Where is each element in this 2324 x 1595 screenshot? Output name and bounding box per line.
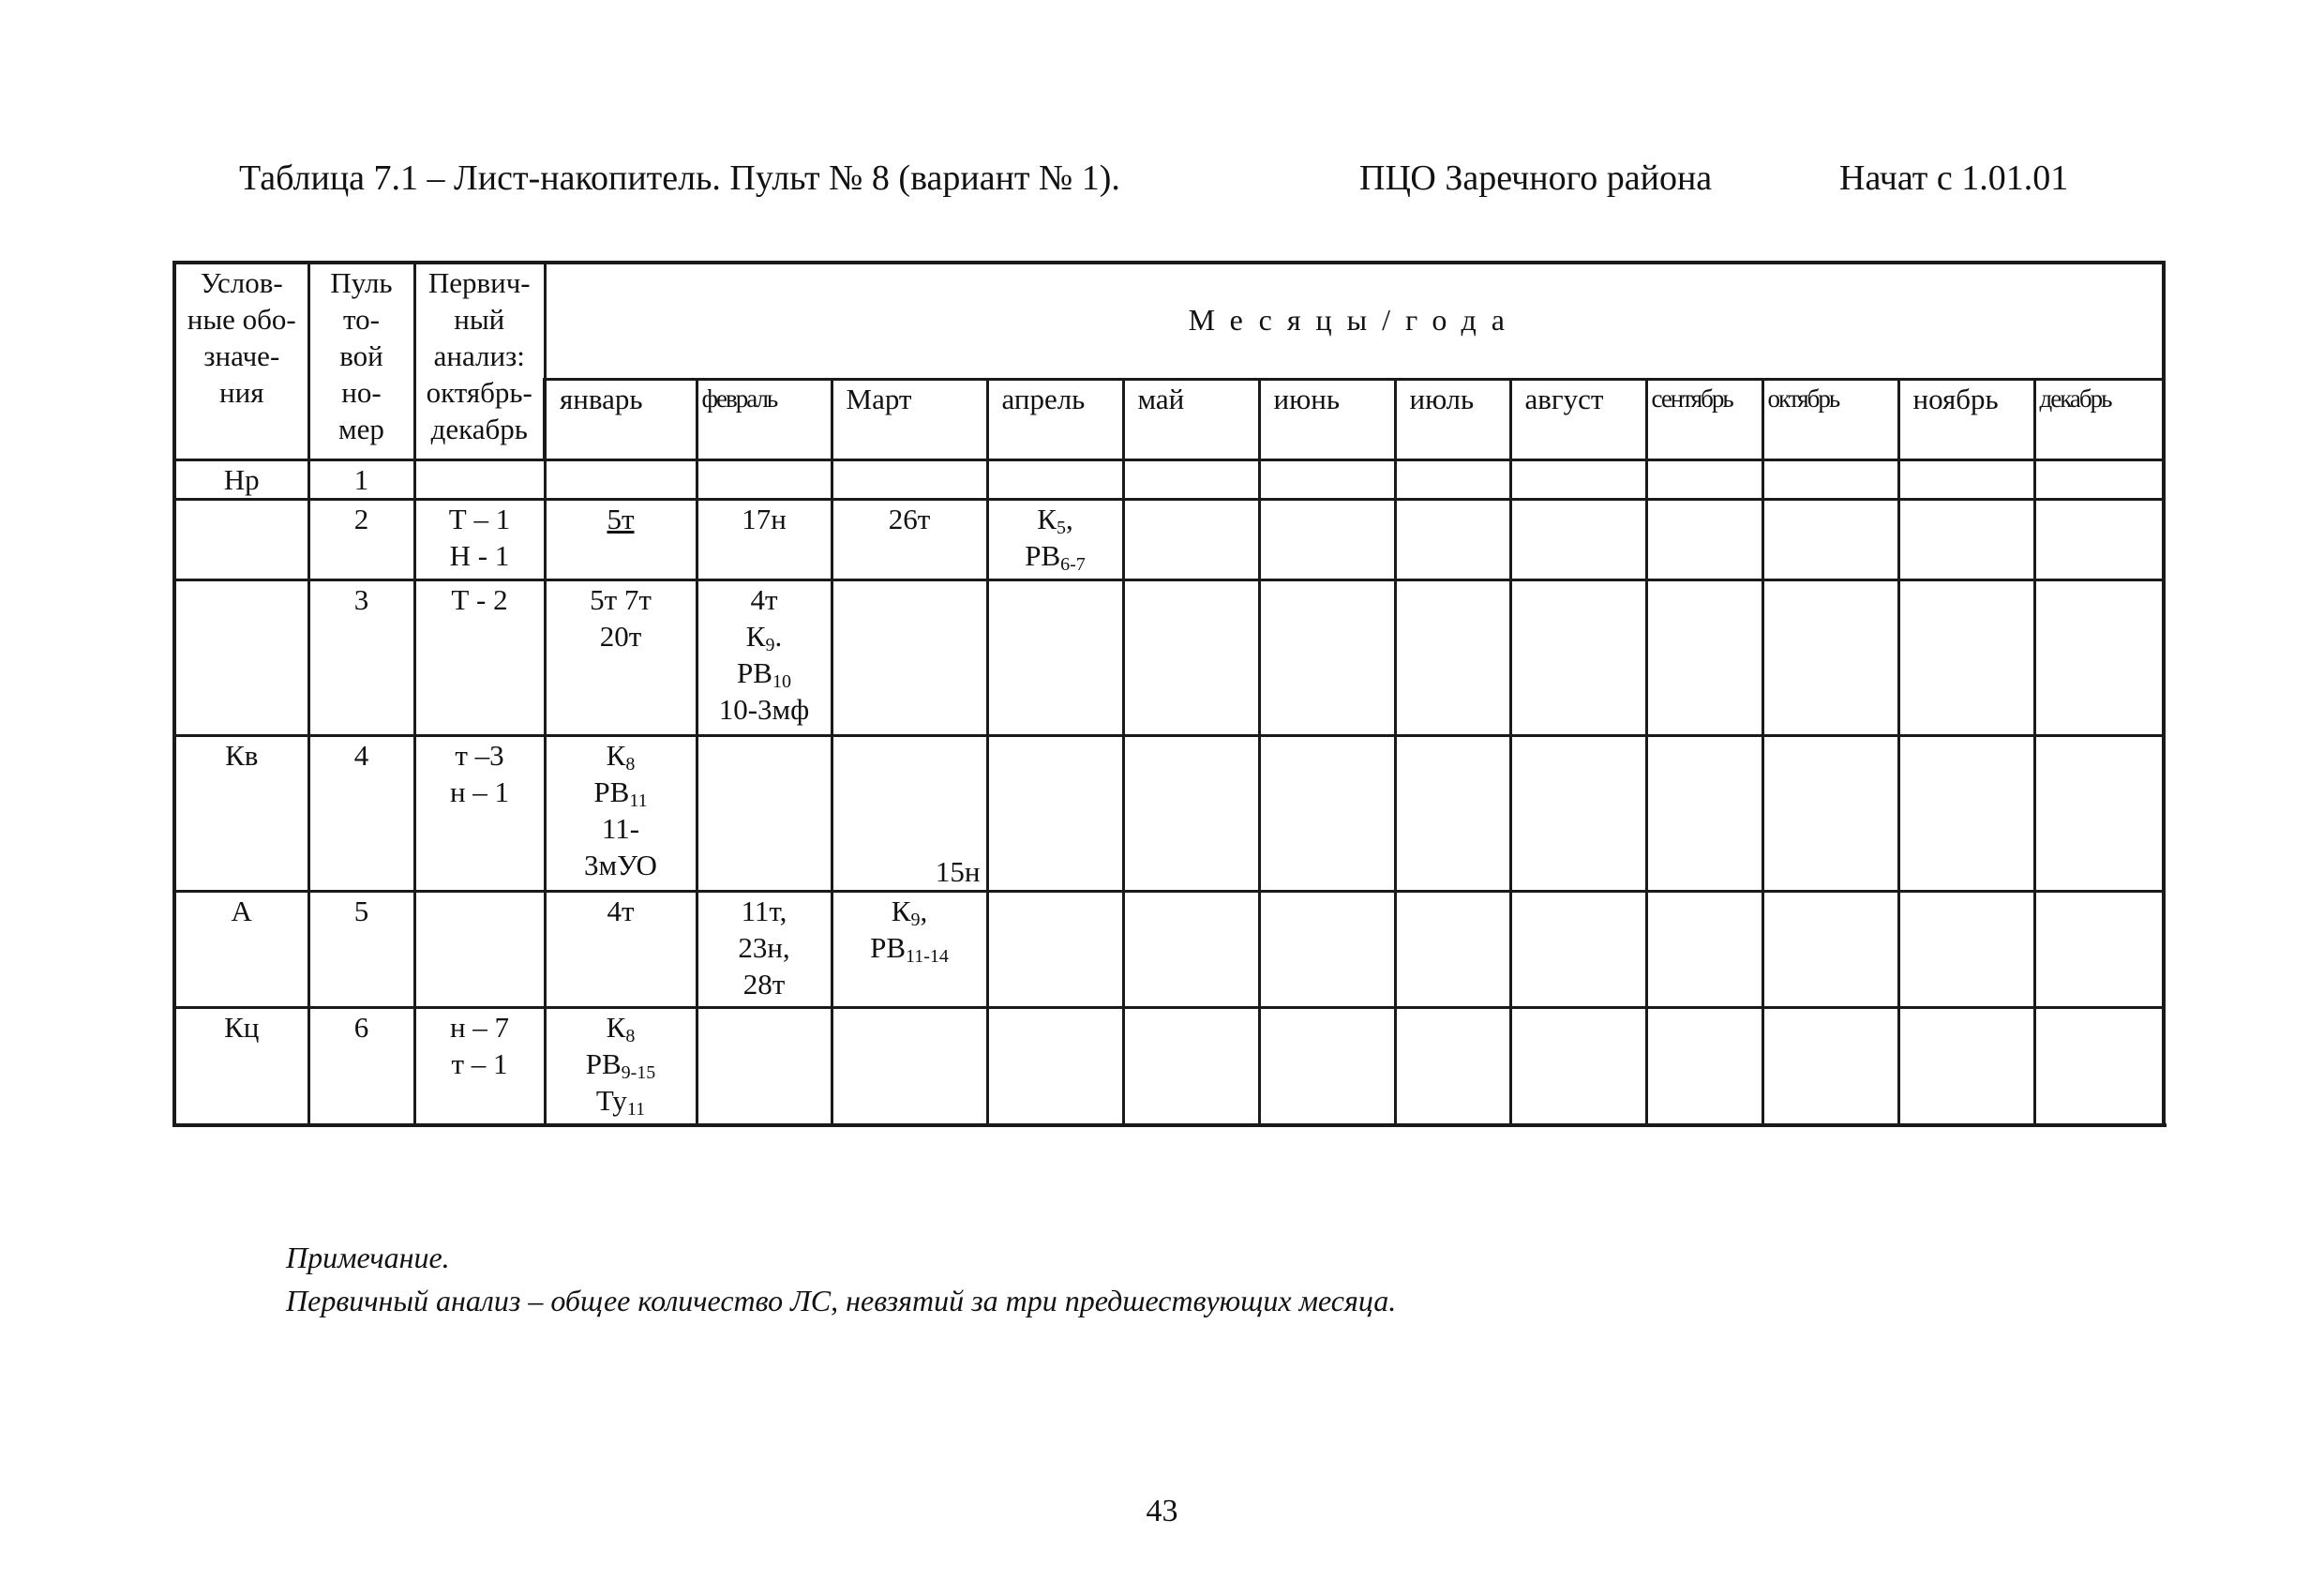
cell-march: 15н bbox=[832, 735, 987, 891]
cell-january: 5т 7т 20т bbox=[545, 579, 697, 735]
page-number: 43 bbox=[1146, 1494, 1178, 1528]
cell-march: 26т bbox=[832, 499, 987, 579]
row-primary: т –3 н – 1 bbox=[414, 735, 545, 891]
month-august: август bbox=[1510, 379, 1646, 459]
table-row bbox=[174, 499, 2164, 579]
cell-february: 4т $К_9$. $РВ_{10}$ 10-3мф bbox=[697, 579, 832, 735]
table-row bbox=[174, 1007, 2164, 1125]
row-primary: Т - 2 bbox=[414, 579, 545, 735]
organization-name: ПЦО Заречного района bbox=[1359, 158, 1713, 198]
table-row bbox=[174, 891, 2164, 1007]
table-note bbox=[286, 1236, 1396, 1322]
row-primary: Т – 1 Н - 1 bbox=[414, 499, 545, 579]
symbols-header: Услов- ные обо- значе- ния bbox=[174, 263, 308, 459]
month-may: май bbox=[1123, 379, 1259, 459]
table-row bbox=[174, 579, 2164, 735]
row-symbol: Кв bbox=[174, 735, 308, 891]
note-text: Первичный анализ – общее количество ЛС, невзятий за три предшествующих месяца. bbox=[286, 1284, 1397, 1317]
row-number: 3 bbox=[308, 579, 414, 735]
cell-march: $К_9$, $РВ_{11-14}$ bbox=[832, 891, 987, 1007]
console-number-header: Пуль то- вой но- мер bbox=[308, 263, 414, 459]
month-april: апрель bbox=[987, 379, 1123, 459]
table-row bbox=[174, 459, 2164, 499]
month-february: февраль bbox=[697, 379, 832, 459]
cell-january: $К_8$ $РВ_{9-15}$ $Ту_{11}$ bbox=[545, 1007, 697, 1125]
month-november: ноябрь bbox=[1898, 379, 2034, 459]
month-january: январь bbox=[545, 379, 697, 459]
row-symbol: А bbox=[174, 891, 308, 1007]
page-header bbox=[0, 158, 2324, 214]
cell-january: 4т bbox=[545, 891, 697, 1007]
row-number: 1 bbox=[308, 459, 414, 499]
month-march: Март bbox=[832, 379, 987, 459]
primary-analysis-header: Первич- ный анализ: октябрь- декабрь bbox=[414, 263, 545, 459]
month-june: июнь bbox=[1259, 379, 1395, 459]
month-july: июль bbox=[1395, 379, 1510, 459]
month-september: сентябрь bbox=[1646, 379, 1762, 459]
cell-april: $К_5$, $РВ_{6-7}$ bbox=[987, 499, 1123, 579]
row-primary: н – 7 т – 1 bbox=[414, 1007, 545, 1125]
row-symbol: Кц bbox=[174, 1007, 308, 1125]
cell-january: 5т bbox=[545, 499, 697, 579]
month-december: декабрь bbox=[2034, 379, 2164, 459]
accumulation-sheet-table bbox=[172, 261, 2166, 1127]
note-title: Примечание. bbox=[286, 1241, 450, 1274]
row-number: 6 bbox=[308, 1007, 414, 1125]
row-symbol: Нр bbox=[174, 459, 308, 499]
start-date: Начат с 1.01.01 bbox=[1839, 158, 2069, 198]
header-row bbox=[174, 263, 2164, 379]
cell-february: 11т, 23н, 28т bbox=[697, 891, 832, 1007]
cell-february: 17н bbox=[697, 499, 832, 579]
table-title: Таблица 7.1 – Лист-накопитель. Пульт № 8 (вариант № 1). bbox=[239, 158, 1120, 198]
month-october: октябрь bbox=[1762, 379, 1898, 459]
table-row bbox=[174, 735, 2164, 891]
row-number: 5 bbox=[308, 891, 414, 1007]
cell-january: $К_8$ $РВ_{11}$ 11- 3мУО bbox=[545, 735, 697, 891]
row-number: 2 bbox=[308, 499, 414, 579]
months-title: Месяцы/года bbox=[545, 263, 2164, 379]
row-number: 4 bbox=[308, 735, 414, 891]
